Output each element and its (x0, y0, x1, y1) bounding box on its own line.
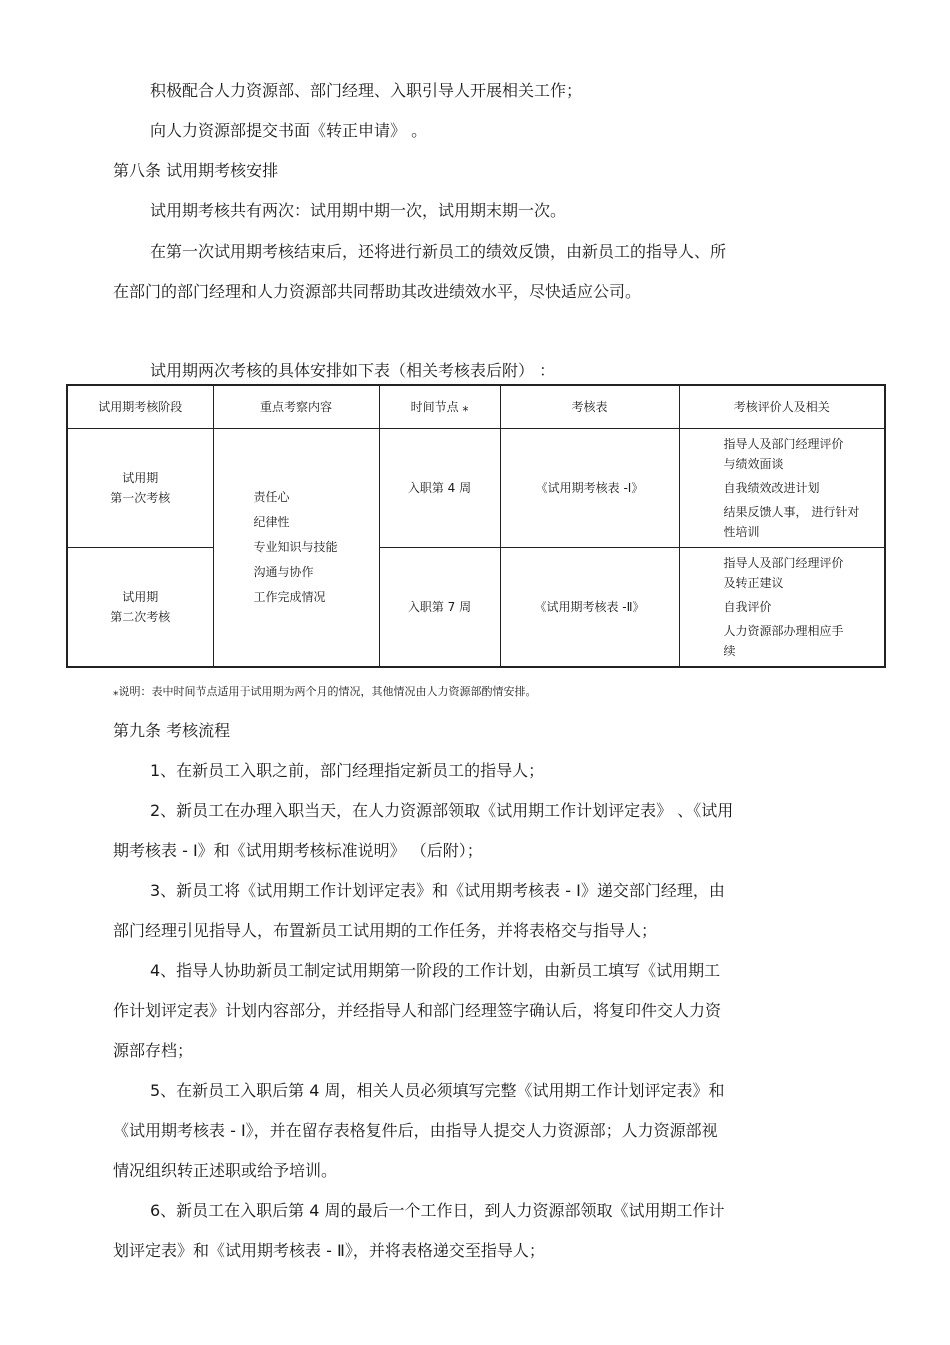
paragraph-line: 源部存档； (113, 1041, 194, 1060)
table-row (67, 548, 885, 667)
paragraph-line: 向人力资源部提交书面《转正申请》 。 (150, 121, 428, 140)
paragraph-line: 划评定表》和《试用期考核表 - Ⅱ》，并将表格递交至指导人； (113, 1241, 545, 1260)
table-row (67, 429, 885, 548)
paragraph-line: 1、在新员工入职之前，部门经理指定新员工的指导人； (150, 761, 545, 780)
paragraph-line: 2、新员工在办理入职当天，在人力资源部领取《试用期工作计划评定表》 、《试用 (150, 801, 734, 820)
paragraph-line: 3、新员工将《试用期工作计划评定表》和《试用期考核表 - Ⅰ》递交部门经理，由 (150, 881, 725, 900)
header-stage: 试用期考核阶段 (67, 385, 213, 429)
assessment-schedule-table (66, 384, 886, 668)
paragraph-line: 5、在新员工入职后第 4 周，相关人员必须填写完整《试用期工作计划评定表》和 (150, 1081, 725, 1100)
paragraph-line: 期考核表 - Ⅰ》和《试用期考核标准说明》 （后附）； (113, 841, 483, 860)
section-heading-9: 第九条 考核流程 (113, 721, 231, 740)
time-cell: 入职第 7 周 (379, 548, 500, 667)
paragraph-line: 试用期考核共有两次：试用期中期一次，试用期末期一次。 (150, 201, 567, 220)
focus-items-cell: 责任心 纪律性 专业知识与技能 沟通与协作 工作完成情况 (213, 429, 379, 667)
paragraph-line: 在部门的部门经理和人力资源部共同帮助其改进绩效水平，尽快适应公司。 (113, 282, 642, 301)
footnote-mark: ⁎ (462, 400, 469, 414)
form-cell: 《试用期考核表 -Ⅱ》 (500, 548, 679, 667)
stage-cell: 试用期 第二次考核 (67, 548, 213, 667)
paragraph-line: 作计划评定表》计划内容部分，并经指导人和部门经理签字确认后，将复印件交人力资 (113, 1001, 722, 1020)
table-caption: 试用期两次考核的具体安排如下表（相关考核表后附） ： (150, 361, 556, 380)
evaluators-cell: 指导人及部门经理评价 与绩效面谈 自我绩效改进计划 结果反馈人事， 进行针对 性培训 (679, 429, 885, 548)
table-header-row (67, 385, 885, 429)
paragraph-line: 4、指导人协助新员工制定试用期第一阶段的工作计划，由新员工填写《试用期工 (150, 961, 721, 980)
header-focus: 重点考察内容 (213, 385, 379, 429)
paragraph-line: 积极配合人力资源部、部门经理、入职引导人开展相关工作； (150, 81, 583, 100)
section-heading-8: 第八条 试用期考核安排 (113, 161, 279, 180)
header-evaluators: 考核评价人及相关 (679, 385, 885, 429)
form-cell: 《试用期考核表 -Ⅰ》 (500, 429, 679, 548)
paragraph-line: 部门经理引见指导人，布置新员工试用期的工作任务，并将表格交与指导人； (113, 921, 658, 940)
stage-cell: 试用期 第一次考核 (67, 429, 213, 548)
header-form: 考核表 (500, 385, 679, 429)
paragraph-line: 情况组织转正述职或给予培训。 (113, 1161, 338, 1180)
paragraph-line: 《试用期考核表 - Ⅰ》，并在留存表格复件后，由指导人提交人力资源部；人力资源部视 (113, 1121, 718, 1140)
time-cell: 入职第 4 周 (379, 429, 500, 548)
header-time: 时间节点 ⁎ (379, 385, 500, 429)
table-footnote: ⁎说明：表中时间节点适用于试用期为两个月的情况，其他情况由人力资源部酌情安排。 (113, 685, 537, 698)
evaluators-cell: 指导人及部门经理评价 及转正建议 自我评价 人力资源部办理相应手 续 (679, 548, 885, 667)
paragraph-line: 在第一次试用期考核结束后，还将进行新员工的绩效反馈，由新员工的指导人、所 (150, 242, 727, 261)
paragraph-line: 6、新员工在入职后第 4 周的最后一个工作日，到人力资源部领取《试用期工作计 (150, 1201, 725, 1220)
